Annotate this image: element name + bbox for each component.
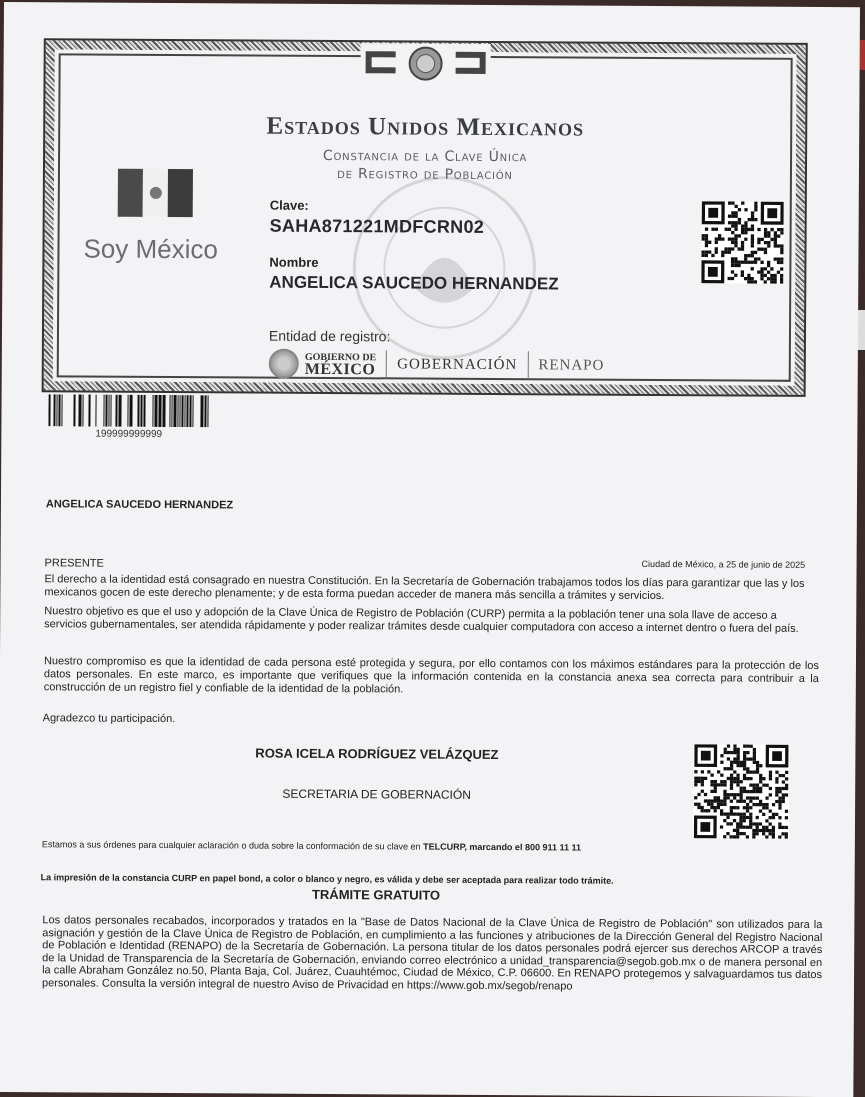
soy-mexico-slogan: Soy México	[83, 233, 218, 265]
clave-label: Clave:	[269, 197, 309, 213]
curp-document	[0, 2, 860, 1097]
mexico-text: MÉXICO	[304, 360, 376, 379]
renapo-logo: RENAPO	[538, 356, 605, 374]
logo-divider	[527, 351, 528, 379]
privacy-notice: Los datos personales recabados, incorporados y tratados en la "Base de Datos Nacional de la Clave Única de Registro de Población" son utilizados para la asignación y gestión de la Clave Única de Registro de Población, en cumplimiento a las funciones y atribuciones de la Dirección General del Registro Nacional de Población e Identidad (RENAPO) de la Secretaría de Gobernación. La persona titular de los datos personales podrá ejercer sus derechos ARCOP a través de la Unidad de Transparencia de la Secretaría de Gobernación, enviando correo electrónico a unidad_transparencia@segob.gob.mx o de manera personal en la calle Abraham González no.50, Planta Baja, Col. Juárez, Cuauhtémoc, Ciudad de México, C.P. 06600. En RENAPO protegemos y salvaguardamos tus datos personales. Consulta la versión integral de nuestro Aviso de Privacidad en https://www.gob.mx/segob/renapo	[41, 914, 823, 992]
gobierno-de-text: GOBIERNO DE	[304, 351, 377, 364]
seal-icon	[269, 349, 299, 379]
presente-label: PRESENTE	[44, 557, 104, 570]
paragraph-objective: Nuestro objetivo es que el uso y adopción de la Clave Única de Registro de Población (CURP) permita a la población tener una sola llave de acceso a servicios gubernamentales, ser atendida rápidamente y poder realizar trámites desde cualquier computadora con acceso a internet dentro o fuera del país.	[44, 605, 799, 635]
barcode-icon	[48, 394, 211, 427]
paragraph-identity: El derecho a la identidad está consagrado en nuestra Constitución. En la Secretaría de Gobernación trabajamos todos los días para garantizar que las y los mexicanos gocen de este derecho plenamente; y de esta forma puedan acceder de manera más sencilla a trámites y servicios.	[44, 573, 805, 603]
barcode-number: 199999999999	[95, 428, 163, 440]
contact-line	[42, 838, 581, 854]
certificate-frame	[44, 40, 806, 395]
document-title: Estados Unidos Mexicanos	[266, 112, 585, 142]
telcurp-phone: TELCURP, marcando el 800 911 11 11	[423, 841, 582, 853]
signer-title: SECRETARIA DE GOBERNACIÓN	[282, 786, 471, 802]
gobernacion-logo: GOBERNACIÓN	[397, 355, 518, 373]
free-procedure-label: TRÁMITE GRATUITO	[311, 886, 441, 903]
nombre-label: Nombre	[269, 254, 319, 270]
paragraph-commitment: Nuestro compromiso es que la identidad de cada persona esté protegida y segura, por ello contamos con los máximos estándares para la protección de los datos personales. En este marco, es importante que verifiques que la información contenida en la constancia anexa sea correcta para contribuir a la construcción de un registro fiel y confiable de la identidad de la población.	[43, 655, 819, 696]
government-logos	[269, 349, 605, 381]
qr-code-icon	[693, 744, 790, 839]
letter-date: Ciudad de México, a 25 de junio de 2025	[641, 558, 806, 570]
mexico-flag-icon	[118, 169, 193, 217]
nombre-value: ANGELICA SAUCEDO HERNANDEZ	[269, 272, 559, 294]
print-validity-notice: La impresión de la constancia CURP en papel bond, a color o blanco y negro, es válida y debe ser aceptada para realizar todo trámite.	[40, 872, 614, 886]
curp-value: SAHA871221MDFCRN02	[269, 215, 485, 237]
thanks-line: Agradezco tu participación.	[42, 712, 176, 726]
qr-code-icon	[701, 201, 783, 283]
certificate-inner-border	[57, 53, 793, 381]
coat-of-arms-icon	[361, 43, 491, 84]
subtitle-line-2: de Registro de Población	[337, 166, 513, 184]
entidad-label: Entidad de registro:	[268, 327, 391, 345]
subtitle-line-1: Constancia de la Clave Única	[322, 147, 528, 166]
contact-prefix: Estamos a sus órdenes para cualquier aclaración o duda sobre la conformación de su clave en	[41, 839, 421, 852]
gobierno-de-mexico-logo	[269, 349, 377, 380]
signer-name: ROSA ICELA RODRÍGUEZ VELÁZQUEZ	[255, 745, 499, 763]
logo-divider	[386, 350, 387, 378]
recipient-name: ANGELICA SAUCEDO HERNANDEZ	[45, 498, 234, 512]
